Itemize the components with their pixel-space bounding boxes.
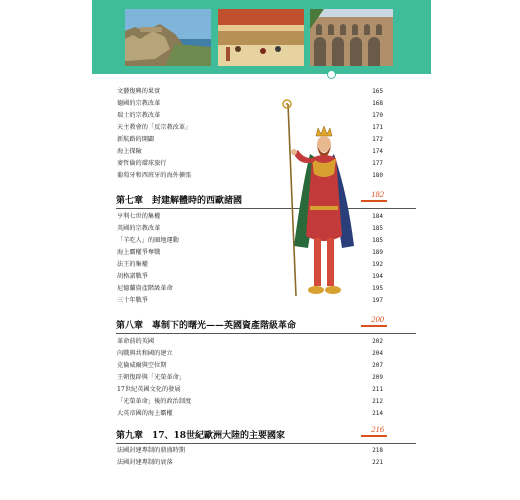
chapter-heading[interactable] [116,424,386,444]
toc-entry-page: 184 [372,213,383,220]
castle-photo [125,9,211,66]
toc-entry-page: 180 [372,172,383,179]
toc-entry-title: 英國的宗教改革 [117,225,161,232]
toc-entry-title: 三十年戰爭 [117,297,148,304]
toc-entry-page: 172 [372,136,383,143]
toc-entry-page: 209 [372,374,383,381]
toc-entry-page: 170 [372,112,383,119]
chapter-title: 第九章 17、18世紀歐洲大陸的主要國家 [116,431,286,441]
king-illustration [272,96,362,308]
toc-entry-title: 法國封建專制的衰落 [117,459,173,466]
toc-entry-page: 174 [372,148,383,155]
chapter-page-line [361,325,387,327]
toc-entry-title: 瑞士的宗教改革 [117,112,161,119]
toc-entry-title: 亨利七世的集權 [117,213,161,220]
chapter-title: 第七章 封建解體時的西歐諸國 [116,196,243,206]
toc-entry-title: 17世紀英國文化的發展 [117,386,181,393]
toc-entry-title: 大英帝國的海上霸權 [117,410,173,417]
toc-entry-title: 文藝復興的果實 [117,88,161,95]
chapter-title: 第八章 專制下的曙光——英國資產階級革命 [116,321,297,331]
toc-entry-page: 189 [372,249,383,256]
toc-entry-page: 197 [372,297,383,304]
toc-entry-title: 內戰與共和國的建立 [117,350,173,357]
toc-entry-page: 177 [372,160,383,167]
toc-entry-page: 204 [372,350,383,357]
toc-entry-page: 211 [372,386,383,393]
chapter-page: 200 [371,314,384,324]
toc-entry-page: 221 [372,459,383,466]
arena-photo [218,9,304,66]
chapter-page-line [361,200,387,202]
toc-entry-title: 胡格諾戰爭 [117,273,148,280]
toc-entry-title: 新航路的開闢 [117,136,155,143]
toc-entry-title: 麥哲倫的環球旅行 [117,160,167,167]
toc-entry-page: 195 [372,285,383,292]
toc-entry-title: 海上探險 [117,148,142,155]
toc-entry-title: 葡萄牙和西班牙的海外擴張 [117,172,192,179]
chapter-page-line [361,435,387,437]
toc-entry-page: 214 [372,410,383,417]
aqueduct-photo [310,9,393,66]
toc-entry-page: 194 [372,273,383,280]
chapter-rule [116,208,416,209]
toc-entry-page: 218 [372,447,383,454]
toc-entry-title: 「羊吃人」的圈地運動 [117,237,179,244]
toc-entry-page: 185 [372,237,383,244]
toc-entry-title: 海上霸權爭奪戰 [117,249,161,256]
toc-entry-page: 171 [372,124,383,131]
toc-entry-page: 168 [372,100,383,107]
toc-entry-page: 212 [372,398,383,405]
chapter-page: 182 [371,189,384,199]
toc-entry-page: 207 [372,362,383,369]
toc-entry-title: 德國的宗教改革 [117,100,161,107]
toc-entry-title: 克倫威爾與空位期 [117,362,167,369]
toc-entry-page: 185 [372,225,383,232]
toc-entry-title: 革命前的英國 [117,338,155,345]
header-divider [92,72,431,74]
toc-entry-page: 192 [372,261,383,268]
toc-entry-title: 尼德蘭資產階級革命 [117,285,173,292]
toc-entry-title: 法王的集權 [117,261,148,268]
chapter-heading[interactable] [116,314,386,334]
toc-entry-title: 王朝復辟與「光榮革命」 [117,374,186,381]
header-dot [327,70,336,79]
toc-entry-title: 法國封建專制的鼎盛時期 [117,447,186,454]
toc-entry-page: 202 [372,338,383,345]
chapter-page: 216 [371,424,384,434]
chapter-rule [116,333,416,334]
chapter-rule [116,443,416,444]
toc-entry-page: 165 [372,88,383,95]
toc-entry-title: 天主教會的「反宗教改革」 [117,124,192,131]
toc-entry-title: 「光榮革命」後的政治制度 [117,398,192,405]
